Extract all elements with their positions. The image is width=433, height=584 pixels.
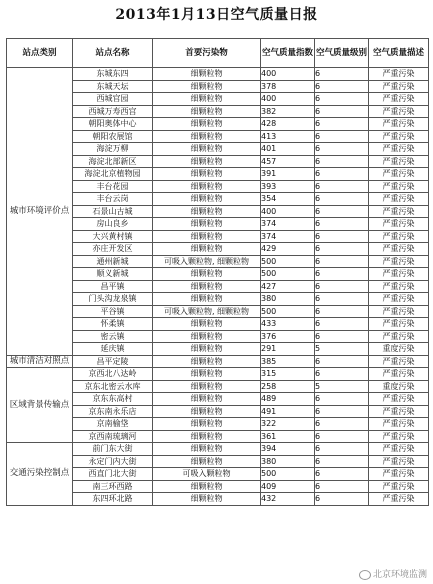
level-cell: 6 [315,155,369,168]
desc-cell: 严重污染 [369,305,429,318]
desc-cell: 严重污染 [369,355,429,368]
desc-cell: 严重污染 [369,468,429,481]
aqi-cell: 291 [261,343,315,356]
aqi-cell: 354 [261,193,315,206]
aqi-cell: 500 [261,255,315,268]
category-cell: 城市清洁对照点 [7,355,73,368]
pollutant-cell: 细颗粒物 [153,105,261,118]
pollutant-cell: 细颗粒物 [153,293,261,306]
level-cell: 6 [315,418,369,431]
aqi-cell: 382 [261,105,315,118]
level-cell: 5 [315,380,369,393]
watermark [359,567,427,580]
station-cell: 房山良乡 [73,218,153,231]
table-body [7,68,429,506]
aqi-cell: 491 [261,405,315,418]
station-cell: 海淀北京植物园 [73,168,153,181]
station-cell: 丰台花园 [73,180,153,193]
station-cell: 南三环西路 [73,480,153,493]
table-row [7,355,429,368]
station-cell: 京西南琉璃河 [73,430,153,443]
aqi-cell: 385 [261,355,315,368]
level-cell: 6 [315,218,369,231]
station-cell: 平谷镇 [73,305,153,318]
level-cell: 6 [315,355,369,368]
level-cell: 6 [315,255,369,268]
header-pollutant: 首要污染物 [153,39,261,68]
aqi-cell: 361 [261,430,315,443]
station-cell: 怀柔镇 [73,318,153,331]
pollutant-cell: 细颗粒物 [153,343,261,356]
desc-cell: 严重污染 [369,255,429,268]
aqi-cell: 433 [261,318,315,331]
station-cell: 昌平镇 [73,280,153,293]
station-cell: 顺义新城 [73,268,153,281]
desc-cell: 严重污染 [369,405,429,418]
pollutant-cell: 可吸入颗粒物, 细颗粒物 [153,305,261,318]
desc-cell: 严重污染 [369,368,429,381]
desc-cell: 严重污染 [369,318,429,331]
aqi-cell: 429 [261,243,315,256]
pollutant-cell: 细颗粒物 [153,480,261,493]
station-cell: 西直门北大街 [73,468,153,481]
aqi-cell: 401 [261,143,315,156]
level-cell: 6 [315,268,369,281]
category-cell: 城市环境评价点 [7,68,73,356]
station-cell: 海淀北部新区 [73,155,153,168]
desc-cell: 重度污染 [369,380,429,393]
desc-cell: 严重污染 [369,155,429,168]
level-cell: 6 [315,68,369,81]
desc-cell: 严重污染 [369,443,429,456]
pollutant-cell: 细颗粒物 [153,430,261,443]
level-cell: 6 [315,143,369,156]
station-cell: 朝阳农展馆 [73,130,153,143]
station-cell: 海淀万柳 [73,143,153,156]
level-cell: 6 [315,405,369,418]
station-cell: 大兴黄村镇 [73,230,153,243]
desc-cell: 严重污染 [369,168,429,181]
level-cell: 6 [315,493,369,506]
pollutant-cell: 细颗粒物 [153,443,261,456]
pollutant-cell: 细颗粒物 [153,493,261,506]
category-cell: 交通污染控制点 [7,443,73,506]
watermark-text: 北京环境监测 [372,570,427,580]
aqi-cell: 427 [261,280,315,293]
station-cell: 朝阳奥体中心 [73,118,153,131]
level-cell: 6 [315,130,369,143]
station-cell: 前门东大街 [73,443,153,456]
station-cell: 东城东四 [73,68,153,81]
level-cell: 6 [315,243,369,256]
level-cell: 6 [315,180,369,193]
table-row [7,68,429,81]
desc-cell: 重度污染 [369,343,429,356]
level-cell: 6 [315,205,369,218]
desc-cell: 严重污染 [369,230,429,243]
station-cell: 京东东高村 [73,393,153,406]
table-row [7,368,429,381]
station-cell: 京西北八达岭 [73,368,153,381]
desc-cell: 严重污染 [369,430,429,443]
aqi-cell: 393 [261,180,315,193]
desc-cell: 严重污染 [369,105,429,118]
level-cell: 6 [315,393,369,406]
pollutant-cell: 细颗粒物 [153,380,261,393]
level-cell: 6 [315,318,369,331]
aqi-cell: 322 [261,418,315,431]
aqi-cell: 489 [261,393,315,406]
header-station: 站点名称 [73,39,153,68]
level-cell: 6 [315,193,369,206]
station-cell: 密云镇 [73,330,153,343]
desc-cell: 严重污染 [369,193,429,206]
pollutant-cell: 细颗粒物 [153,118,261,131]
pollutant-cell: 细颗粒物 [153,268,261,281]
pollutant-cell: 细颗粒物 [153,330,261,343]
aqi-cell: 409 [261,480,315,493]
level-cell: 6 [315,455,369,468]
station-cell: 京东南永乐店 [73,405,153,418]
aqi-cell: 380 [261,293,315,306]
pollutant-cell: 细颗粒物 [153,455,261,468]
desc-cell: 严重污染 [369,205,429,218]
level-cell: 6 [315,118,369,131]
level-cell: 6 [315,443,369,456]
air-quality-table [6,38,429,506]
aqi-cell: 432 [261,493,315,506]
level-cell: 6 [315,293,369,306]
desc-cell: 严重污染 [369,418,429,431]
desc-cell: 严重污染 [369,93,429,106]
aqi-cell: 400 [261,205,315,218]
aqi-cell: 500 [261,305,315,318]
pollutant-cell: 细颗粒物 [153,205,261,218]
desc-cell: 严重污染 [369,68,429,81]
station-cell: 昌平定陵 [73,355,153,368]
desc-cell: 严重污染 [369,80,429,93]
weibo-icon [359,570,371,580]
station-cell: 永定门内大街 [73,455,153,468]
station-cell: 京南榆垡 [73,418,153,431]
level-cell: 6 [315,368,369,381]
pollutant-cell: 细颗粒物 [153,143,261,156]
category-cell: 区域背景传输点 [7,368,73,443]
aqi-cell: 413 [261,130,315,143]
desc-cell: 严重污染 [369,268,429,281]
pollutant-cell: 细颗粒物 [153,355,261,368]
pollutant-cell: 细颗粒物 [153,418,261,431]
pollutant-cell: 细颗粒物 [153,130,261,143]
header-level: 空气质量级别 [315,39,369,68]
desc-cell: 严重污染 [369,393,429,406]
aqi-cell: 428 [261,118,315,131]
station-cell: 西城万寿西宫 [73,105,153,118]
pollutant-cell: 细颗粒物 [153,93,261,106]
desc-cell: 严重污染 [369,493,429,506]
pollutant-cell: 细颗粒物 [153,80,261,93]
station-cell: 京东北密云水库 [73,380,153,393]
pollutant-cell: 细颗粒物 [153,393,261,406]
pollutant-cell: 细颗粒物 [153,280,261,293]
desc-cell: 严重污染 [369,480,429,493]
station-cell: 东四环北路 [73,493,153,506]
desc-cell: 严重污染 [369,455,429,468]
aqi-cell: 400 [261,93,315,106]
desc-cell: 严重污染 [369,218,429,231]
pollutant-cell: 细颗粒物 [153,368,261,381]
pollutant-cell: 可吸入颗粒物 [153,468,261,481]
level-cell: 6 [315,280,369,293]
pollutant-cell: 细颗粒物 [153,405,261,418]
pollutant-cell: 细颗粒物 [153,180,261,193]
pollutant-cell: 细颗粒物 [153,168,261,181]
table-header-row [7,39,429,68]
desc-cell: 严重污染 [369,143,429,156]
desc-cell: 严重污染 [369,243,429,256]
level-cell: 6 [315,93,369,106]
station-cell: 亦庄开发区 [73,243,153,256]
station-cell: 石景山古城 [73,205,153,218]
desc-cell: 严重污染 [369,118,429,131]
aqi-cell: 380 [261,455,315,468]
aqi-cell: 376 [261,330,315,343]
station-cell: 门头沟龙泉镇 [73,293,153,306]
level-cell: 6 [315,80,369,93]
level-cell: 6 [315,480,369,493]
pollutant-cell: 细颗粒物 [153,318,261,331]
level-cell: 6 [315,230,369,243]
report-title: 2013年1月13日空气质量日报 [115,7,318,23]
pollutant-cell: 细颗粒物 [153,193,261,206]
aqi-cell: 258 [261,380,315,393]
aqi-cell: 315 [261,368,315,381]
pollutant-cell: 细颗粒物 [153,68,261,81]
desc-cell: 严重污染 [369,130,429,143]
aqi-cell: 394 [261,443,315,456]
station-cell: 东城天坛 [73,80,153,93]
level-cell: 6 [315,468,369,481]
level-cell: 6 [315,105,369,118]
station-cell: 通州新城 [73,255,153,268]
header-desc: 空气质量描述 [369,39,429,68]
aqi-cell: 374 [261,218,315,231]
level-cell: 6 [315,168,369,181]
table-row [7,443,429,456]
pollutant-cell: 细颗粒物 [153,155,261,168]
header-category: 站点类别 [7,39,73,68]
desc-cell: 严重污染 [369,330,429,343]
aqi-cell: 500 [261,268,315,281]
station-cell: 西城官园 [73,93,153,106]
level-cell: 6 [315,305,369,318]
pollutant-cell: 细颗粒物 [153,230,261,243]
aqi-cell: 457 [261,155,315,168]
pollutant-cell: 可吸入颗粒物, 细颗粒物 [153,255,261,268]
aqi-cell: 500 [261,468,315,481]
desc-cell: 严重污染 [369,280,429,293]
station-cell: 延庆镇 [73,343,153,356]
header-aqi: 空气质量指数 [261,39,315,68]
aqi-cell: 400 [261,68,315,81]
desc-cell: 严重污染 [369,180,429,193]
level-cell: 6 [315,330,369,343]
level-cell: 6 [315,430,369,443]
aqi-cell: 391 [261,168,315,181]
pollutant-cell: 细颗粒物 [153,243,261,256]
aqi-cell: 378 [261,80,315,93]
level-cell: 5 [315,343,369,356]
station-cell: 丰台云岗 [73,193,153,206]
desc-cell: 严重污染 [369,293,429,306]
aqi-cell: 374 [261,230,315,243]
pollutant-cell: 细颗粒物 [153,218,261,231]
